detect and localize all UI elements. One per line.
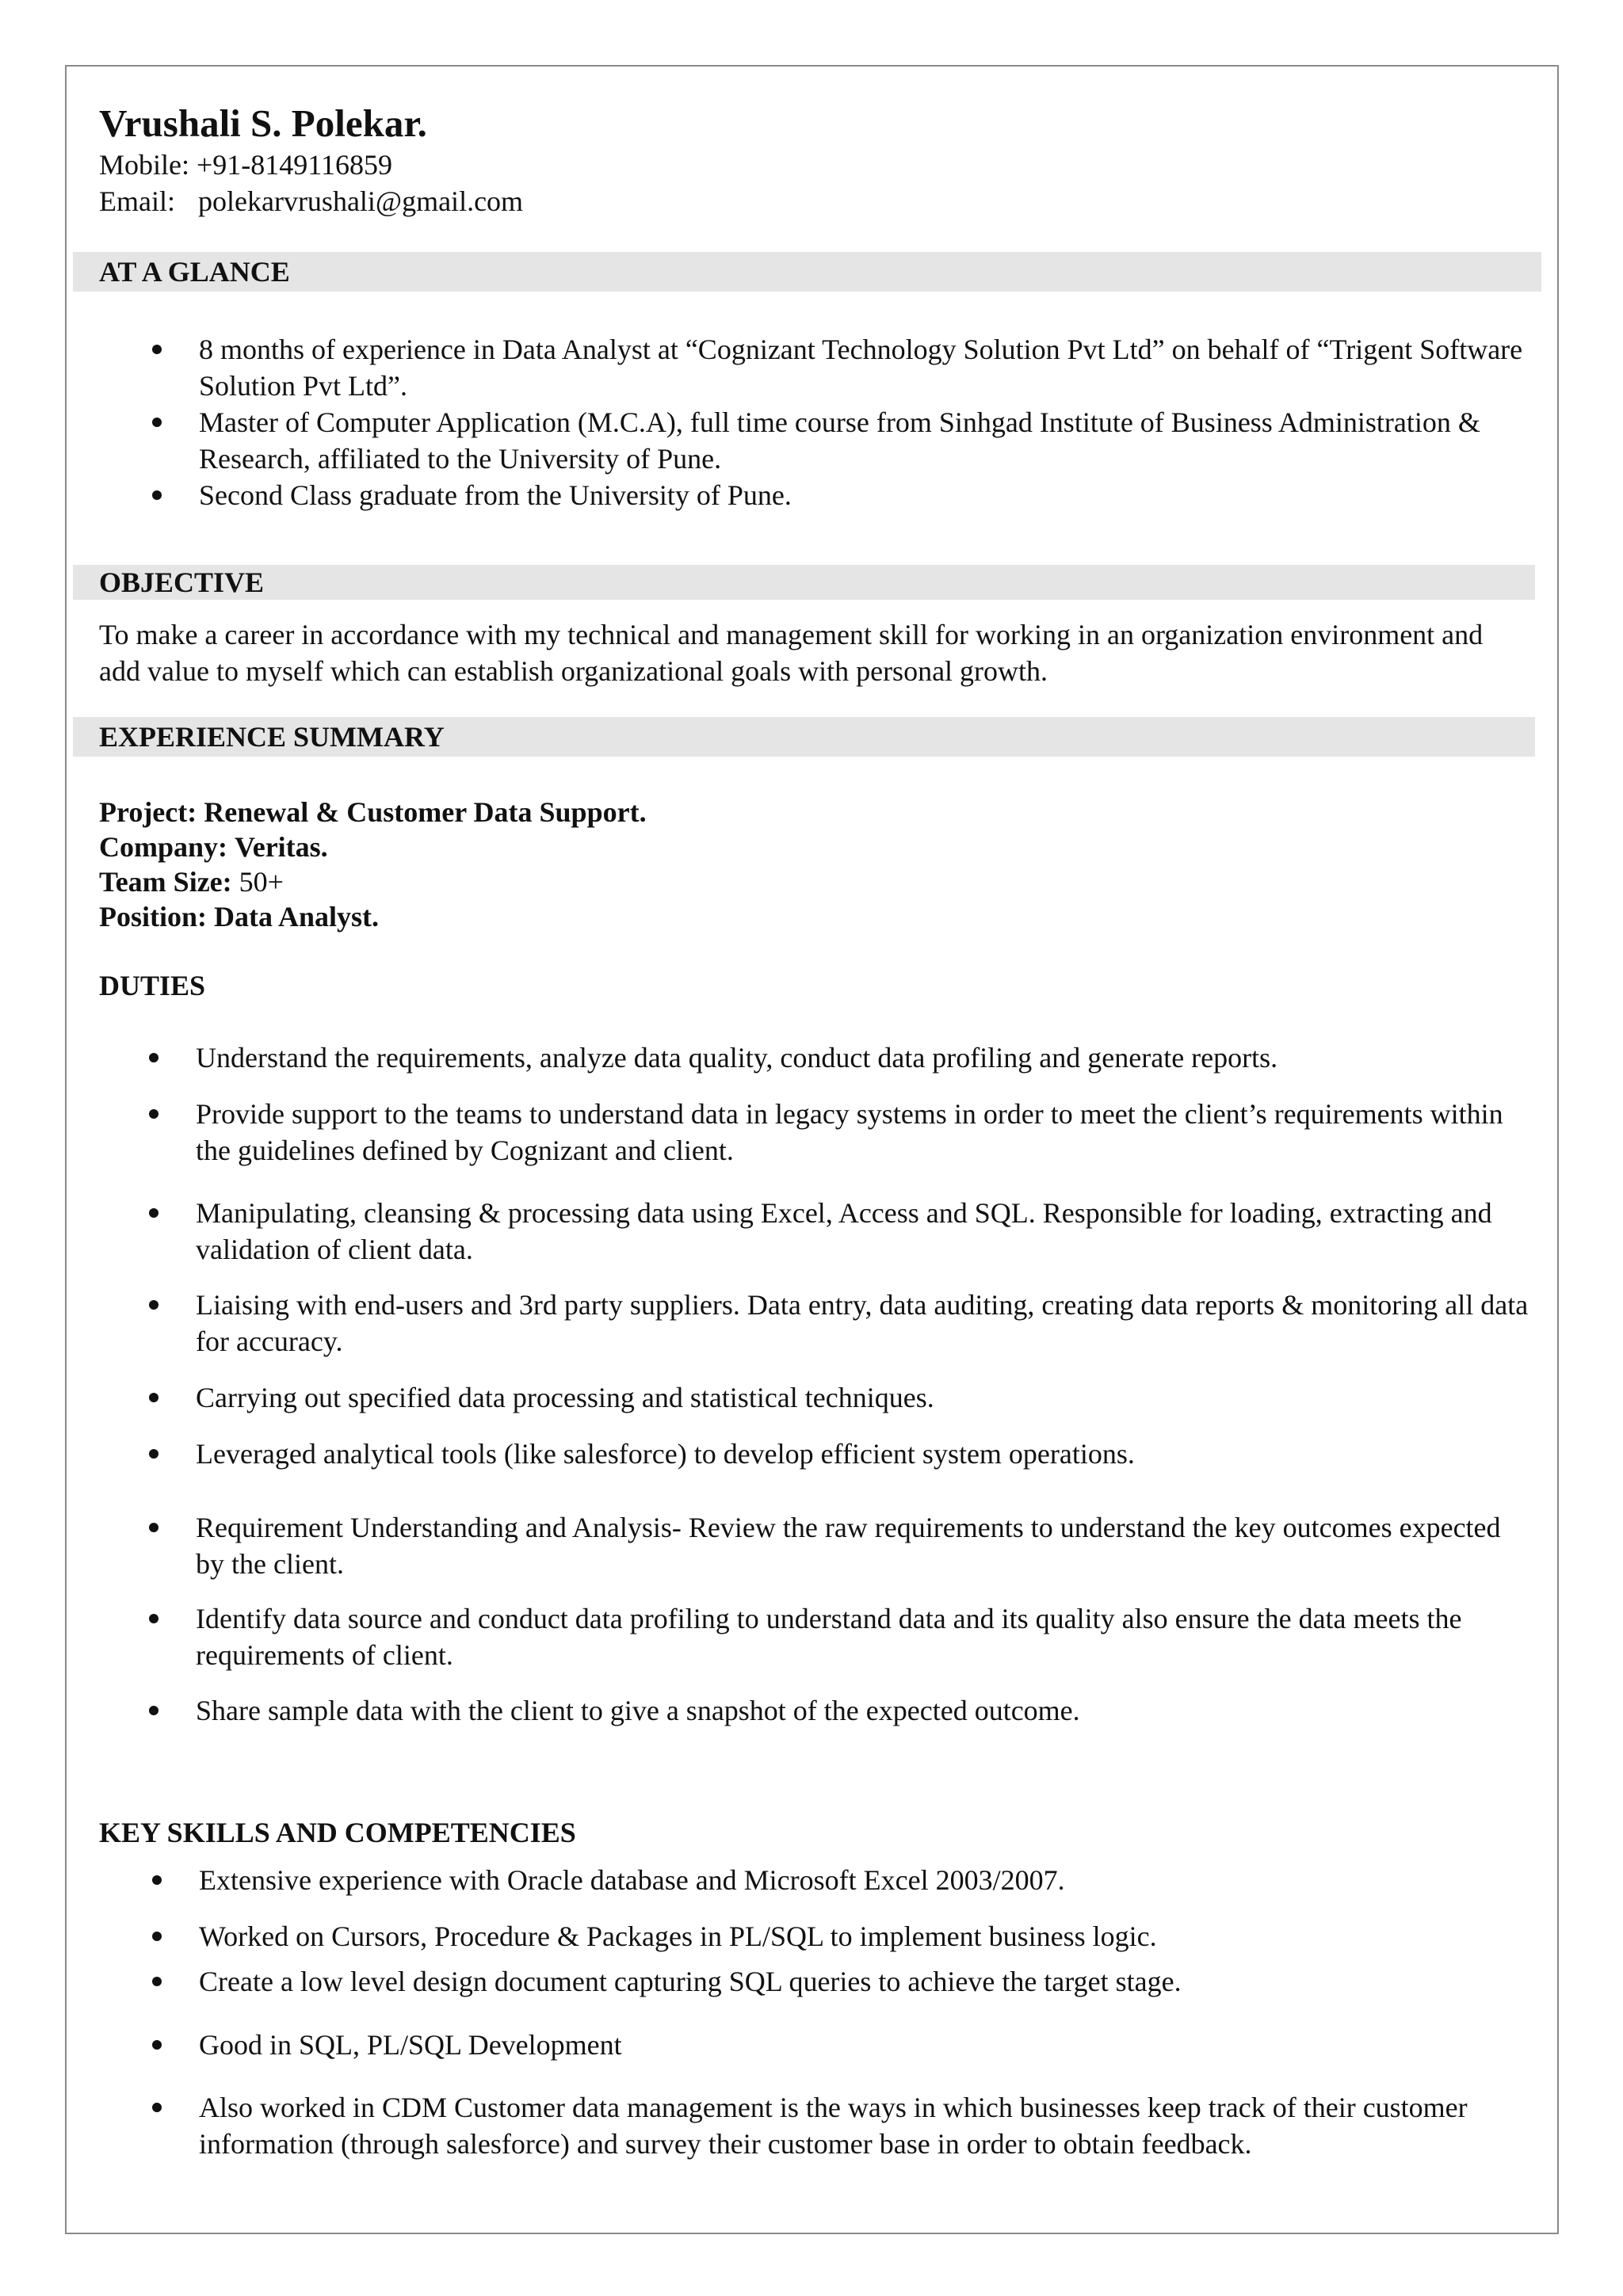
list-item: Worked on Cursors, Procedure & Packages in PL/SQL to implement business logic. [152,1918,1157,1955]
list-item: Liaising with end-users and 3rd party suppliers. Data entry, data auditing, creating data reports & monitoring all data for accuracy. [149,1287,1532,1360]
at-a-glance-title: AT A GLANCE [99,256,290,288]
bullet-icon [149,1523,158,1532]
objective-title: OBJECTIVE [99,566,265,598]
list-item: Also worked in CDM Customer data management is the ways in which businesses keep track of their customer information (through salesforce) and survey their customer base in order to obtain feedback. [152,2089,1535,2162]
position-label: Position: [99,901,208,933]
company-line [99,830,328,864]
mobile-label: Mobile: [99,149,189,181]
list-item: Leveraged analytical tools (like salesforce) to develop efficient system operations. [149,1436,1135,1472]
bullet-icon [152,490,162,500]
project-line [99,795,647,830]
email-label: Email: [99,185,175,217]
bullet-icon [149,1300,158,1310]
bullet-icon [152,418,162,427]
bullet-icon [152,2103,162,2112]
bullet-icon [149,1614,158,1623]
skills-title: KEY SKILLS AND COMPETENCIES [99,1817,576,1848]
bullet-icon [152,345,162,354]
bullet-icon [152,1875,162,1885]
list-item: Carrying out specified data processing and statistical techniques. [149,1379,934,1416]
bullet-icon [149,1053,158,1062]
email-line [99,184,523,219]
list-item: Good in SQL, PL/SQL Development [152,2027,622,2063]
bullet-icon [149,1706,158,1715]
list-item: Manipulating, cleansing & processing data using Excel, Access and SQL. Responsible for loading, extracting and validation of client data. [149,1195,1532,1268]
bullet-icon [152,1977,162,1986]
list-item: Share sample data with the client to give a snapshot of the expected outcome. [149,1692,1080,1729]
bullet-icon [152,1932,162,1941]
list-item: Master of Computer Application (M.C.A), full time course from Sinhgad Institute of Business Administration & Research, affiliated to the University of Pune. [152,404,1531,477]
team-size-line [99,864,284,899]
company-label: Company: [99,831,228,863]
position-line [99,899,379,934]
mobile-value: +91-8149116859 [197,149,392,181]
list-item: Understand the requirements, analyze data quality, conduct data profiling and generate reports. [149,1039,1277,1076]
list-item: Identify data source and conduct data profiling to understand data and its quality also ensure the data meets the requirements of client. [149,1600,1532,1673]
company-value: Veritas. [235,831,328,863]
duties-title: DUTIES [99,970,206,1001]
project-label: Project: [99,796,197,828]
bullet-icon [149,1449,158,1459]
objective-band [73,565,1535,600]
email-value: polekarvrushali@gmail.com [198,185,524,217]
project-value: Renewal & Customer Data Support. [204,796,647,828]
bullet-icon [152,2040,162,2050]
team-size-label: Team Size: [99,866,232,898]
bullet-icon [149,1109,158,1119]
objective-text: To make a career in accordance with my technical and management skill for working in an organization environment and add value to myself which can establish organizational goals with personal growth. [99,619,1484,687]
at-a-glance-band [73,252,1541,292]
list-item: Second Class graduate from the University of Pune. [152,477,792,513]
candidate-name: Vrushali S. Polekar. [99,101,427,145]
bullet-icon [149,1208,158,1218]
experience-title: EXPERIENCE SUMMARY [99,721,445,753]
bullet-icon [149,1393,158,1402]
list-item: Create a low level design document capturing SQL queries to achieve the target stage. [152,1963,1182,2000]
list-item: 8 months of experience in Data Analyst at “Cognizant Technology Solution Pvt Ltd” on behalf of “Trigent Software Solution Pvt Ltd”. [152,331,1531,404]
list-item: Extensive experience with Oracle database and Microsoft Excel 2003/2007. [152,1862,1065,1898]
team-size-value: 50+ [239,866,284,898]
position-value: Data Analyst. [214,901,380,933]
list-item: Requirement Understanding and Analysis- Review the raw requirements to understand the key outcomes expected by the client. [149,1509,1532,1582]
list-item: Provide support to the teams to understand data in legacy systems in order to meet the client’s requirements within the guidelines defined by Cognizant and client. [149,1096,1532,1169]
mobile-line [99,147,392,182]
